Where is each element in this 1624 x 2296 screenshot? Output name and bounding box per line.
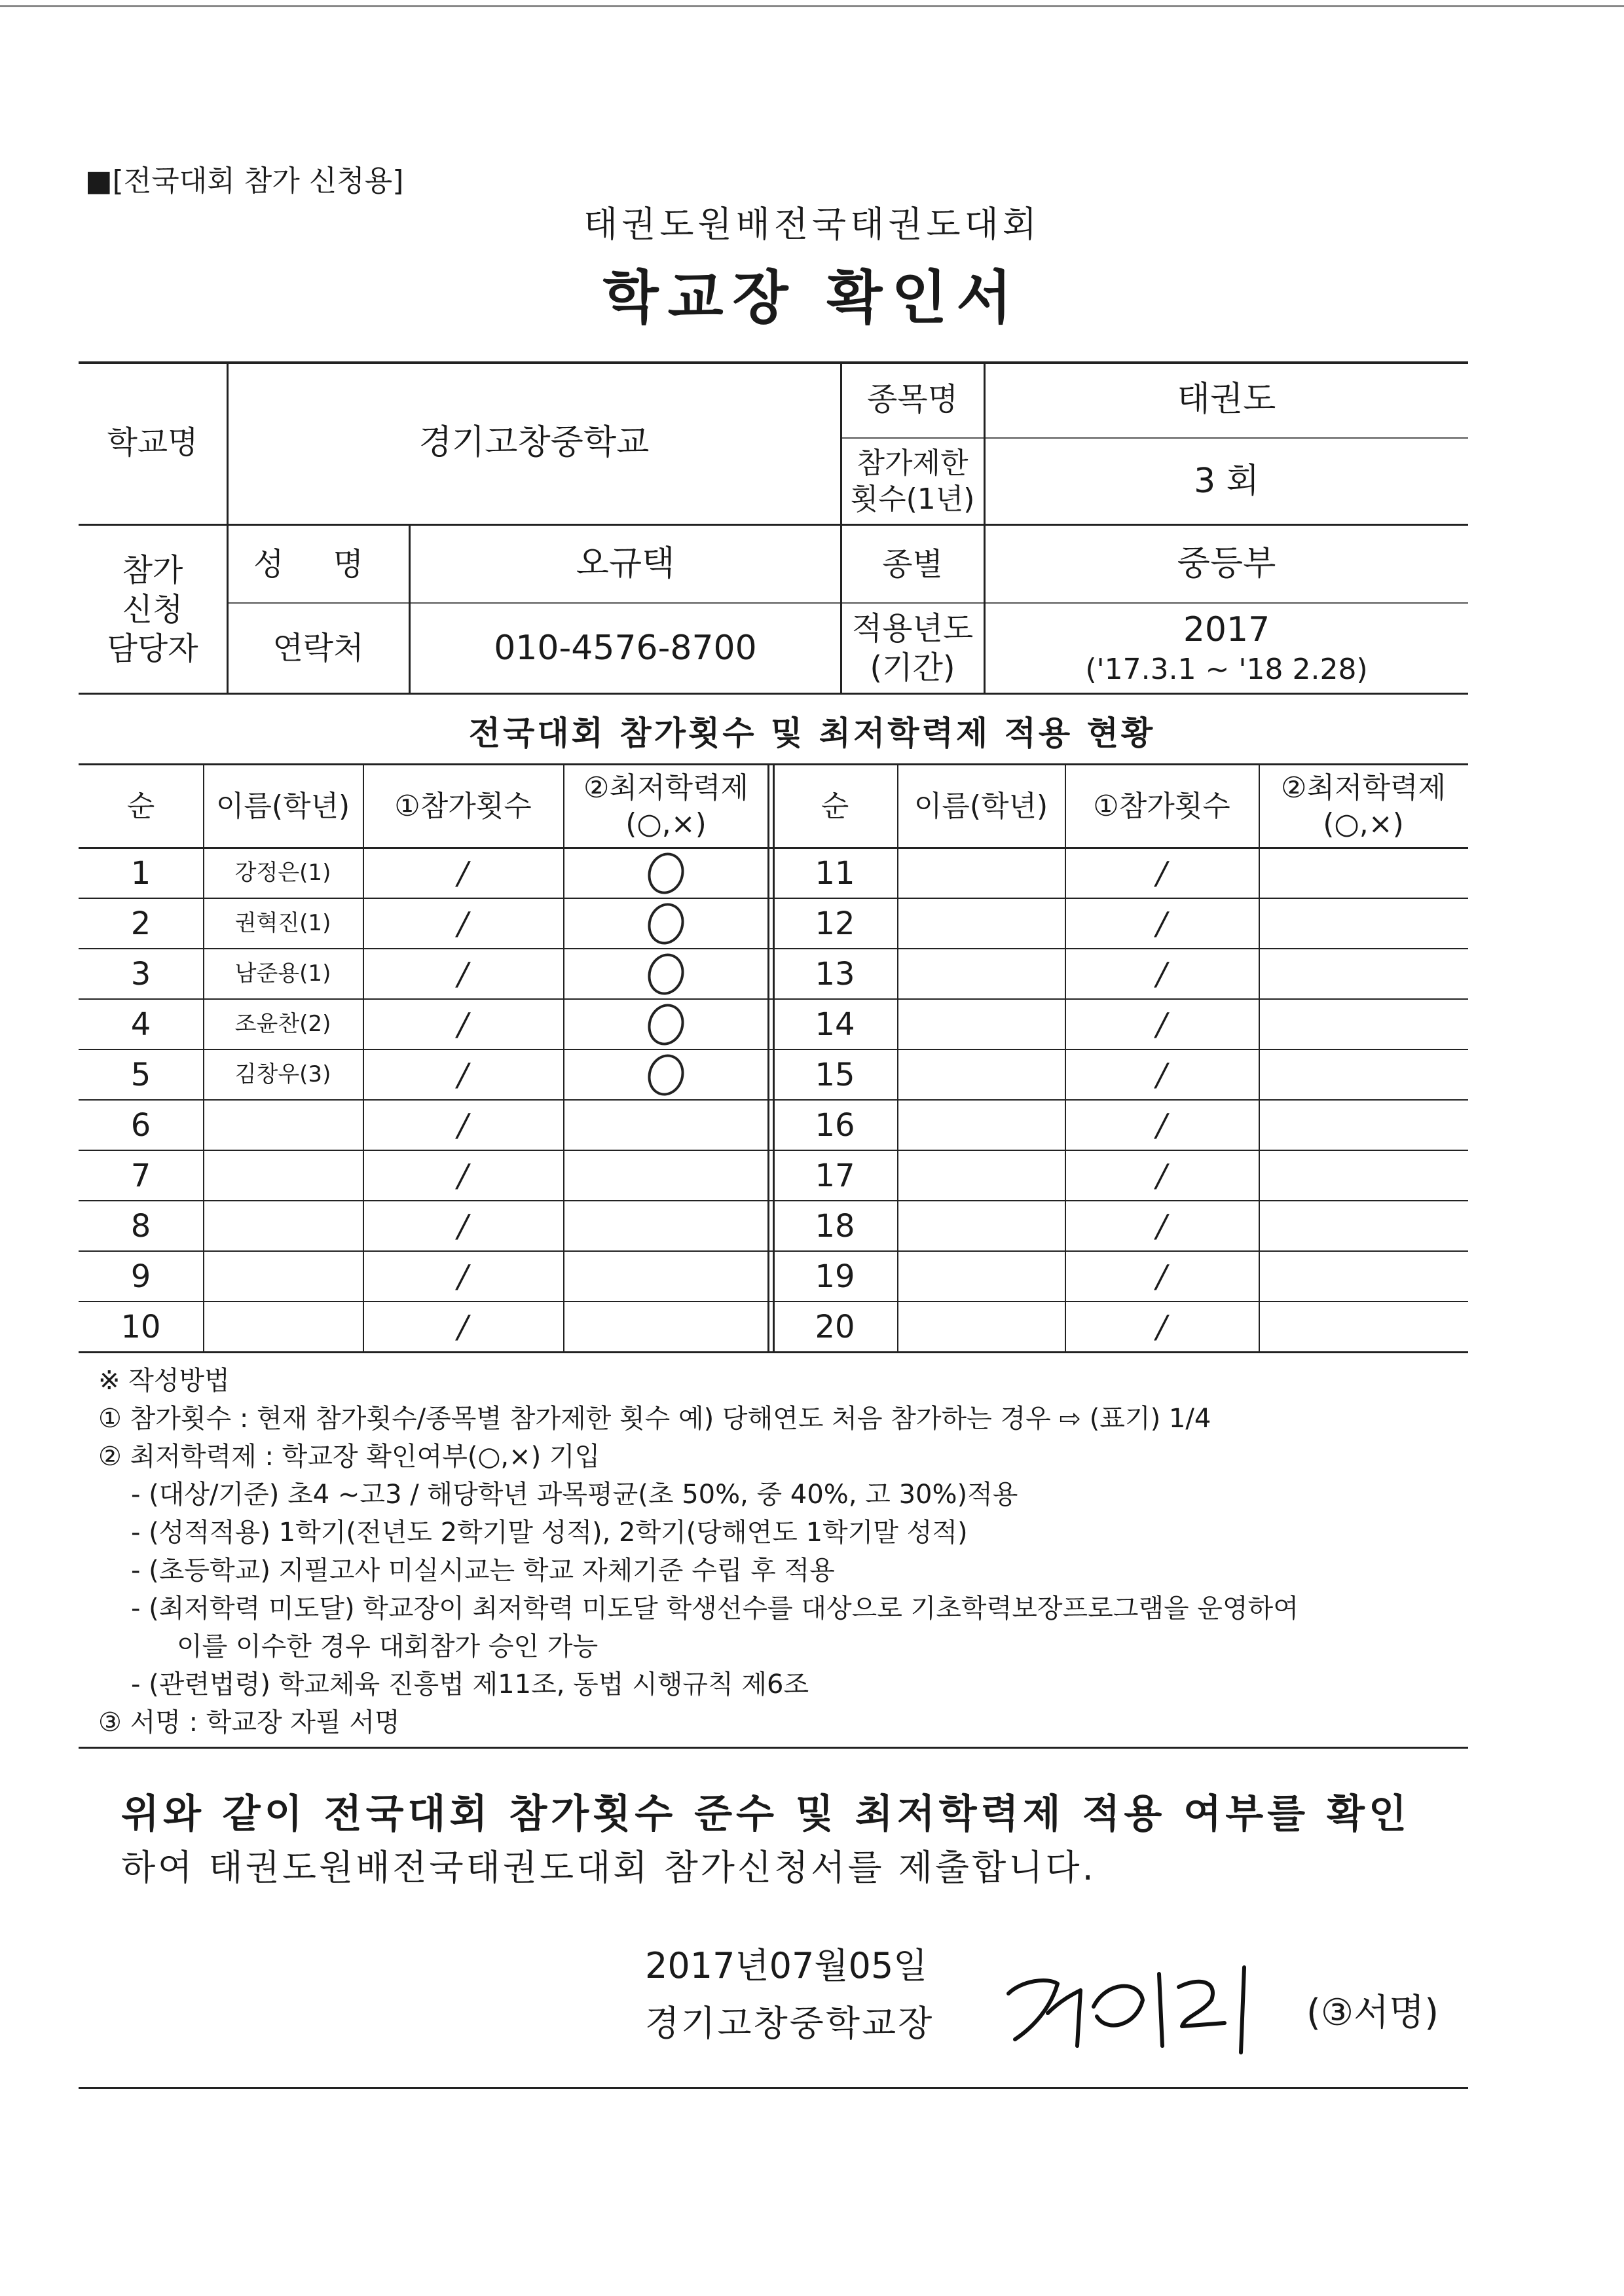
confirmation-line-2: 하여 태권도원배전국태권도대회 참가신청서를 제출합니다.	[121, 1847, 1096, 1888]
note-2d: - (최저학력 미도달) 학교장이 최저학력 미도달 학생선수를 대상으로 기초학력보장프로그램을 운영하여	[131, 1594, 1299, 1624]
row-count: /	[457, 1258, 469, 1295]
row-count: /	[457, 1006, 469, 1043]
row-count: /	[1156, 1258, 1168, 1295]
row-count: /	[1156, 854, 1168, 892]
school-value: 경기고창중학교	[418, 422, 650, 462]
handwritten-circle-mark	[642, 999, 689, 1050]
note-2c: - (초등학교) 지필고사 미실시교는 학교 자체기준 수립 후 적용	[131, 1556, 835, 1586]
note-2: ② 최저학력제 : 학교장 확인여부(○,×) 기입	[98, 1442, 600, 1472]
row-count: /	[1156, 905, 1168, 942]
row-number: 6	[130, 1106, 151, 1144]
row-number: 17	[815, 1157, 855, 1194]
row-min-academic	[563, 899, 769, 948]
row-count: /	[1156, 1106, 1168, 1144]
row-name: 조윤찬(2)	[234, 1011, 331, 1038]
notes-divider	[79, 1747, 1468, 1749]
contact-value: 010-4576-8700	[494, 628, 757, 668]
row-min-academic	[1259, 1252, 1468, 1301]
row-name	[897, 1101, 1065, 1150]
row-min-academic	[563, 848, 769, 898]
row-name	[203, 1252, 363, 1301]
row-number: 12	[815, 905, 855, 942]
page-title: 학교장 확인서	[602, 264, 1022, 331]
signing-date: 2017년07월05일	[645, 1945, 928, 1986]
row-number: 3	[130, 955, 151, 993]
row-name	[203, 1151, 363, 1200]
row-min-academic	[563, 1050, 769, 1099]
row-min-academic	[1259, 1201, 1468, 1250]
row-min-academic	[1259, 1000, 1468, 1049]
header-name: 이름(학년)	[215, 789, 350, 823]
row-name: 남준용(1)	[234, 960, 331, 987]
header-name-right: 이름(학년)	[913, 789, 1048, 823]
row-min-academic	[563, 1302, 769, 1351]
row-min-academic	[563, 1151, 769, 1200]
row-number: 8	[130, 1207, 151, 1245]
confirmation-statement	[121, 1787, 1496, 1895]
row-name	[897, 848, 1065, 898]
row-number: 4	[130, 1006, 151, 1043]
notes-heading: ※ 작성방법	[98, 1366, 230, 1396]
row-count: /	[457, 854, 469, 892]
name-label: 성 명	[253, 545, 383, 583]
row-count: /	[457, 905, 469, 942]
row-number: 11	[815, 854, 855, 892]
note-2e: - (관련법령) 학교체육 진흥법 제11조, 동법 시행규칙 제6조	[131, 1669, 809, 1700]
row-count: /	[457, 1308, 469, 1345]
year-label: 적용년도 (기간)	[851, 610, 974, 686]
row-count: /	[1156, 1006, 1168, 1043]
row-number: 1	[130, 854, 151, 892]
row-number: 7	[130, 1157, 151, 1194]
row-count: /	[457, 1157, 469, 1194]
row-number: 5	[130, 1056, 151, 1093]
school-label: 학교명	[107, 424, 198, 461]
row-min-academic	[1259, 848, 1468, 898]
row-number: 14	[815, 1006, 855, 1043]
row-count: /	[457, 1106, 469, 1144]
row-name	[897, 949, 1065, 998]
row-min-academic	[1259, 1151, 1468, 1200]
row-name	[897, 1201, 1065, 1250]
row-name	[897, 1151, 1065, 1200]
handwritten-circle-mark	[642, 898, 689, 949]
handwritten-circle-mark	[642, 1049, 689, 1101]
signature-note: (③서명)	[1306, 1992, 1439, 2034]
bottom-divider	[79, 2087, 1468, 2089]
row-name	[203, 1101, 363, 1150]
row-name	[897, 1302, 1065, 1351]
contact-label: 연락처	[272, 630, 364, 666]
header-no: 순	[126, 789, 155, 823]
limit-value: 3 회	[1194, 461, 1259, 501]
row-number: 20	[815, 1308, 855, 1345]
row-number: 10	[120, 1308, 161, 1345]
row-name	[897, 899, 1065, 948]
row-count: /	[457, 955, 469, 993]
note-2d-cont: 이를 이수한 경우 대회참가 승인 가능	[177, 1631, 599, 1662]
applicant-label: 참가 신청 담당자	[107, 551, 198, 667]
row-name: 권혁진(1)	[234, 910, 331, 937]
row-number: 16	[815, 1106, 855, 1144]
year-value: 2017	[1183, 610, 1270, 649]
row-min-academic	[1259, 949, 1468, 998]
row-min-academic	[563, 1201, 769, 1250]
writing-instructions	[98, 1362, 1473, 1741]
header-no-right: 순	[821, 789, 849, 823]
row-min-academic	[1259, 1050, 1468, 1099]
row-count: /	[1156, 955, 1168, 993]
row-min-academic	[563, 949, 769, 998]
principal-title: 경기고창중학교장	[645, 2003, 934, 2044]
row-number: 2	[130, 905, 151, 942]
header-count: ①참가횟수	[394, 789, 532, 823]
note-3: ③ 서명 : 학교장 자필 서명	[98, 1707, 400, 1738]
event-label: 종목명	[866, 381, 959, 418]
row-min-academic	[1259, 899, 1468, 948]
row-count: /	[1156, 1308, 1168, 1345]
period-value: ('17.3.1 ~ '18 2.28)	[1085, 653, 1368, 686]
row-min-academic	[1259, 1302, 1468, 1351]
year-cell	[985, 604, 1468, 693]
handwritten-circle-mark	[642, 848, 689, 899]
status-title: 전국대회 참가횟수 및 최저학력제 적용 현황	[468, 714, 1156, 752]
confirmation-line-1: 위와 같이 전국대회 참가횟수 준수 및 최저학력제 적용 여부를 확인	[121, 1791, 1411, 1837]
row-number: 13	[815, 955, 855, 993]
row-number: 18	[815, 1207, 855, 1245]
row-name	[203, 1201, 363, 1250]
row-name	[897, 1000, 1065, 1049]
row-min-academic	[1259, 1101, 1468, 1150]
event-value: 태권도	[1177, 379, 1276, 419]
row-name: 김창우(3)	[234, 1061, 331, 1088]
row-number: 15	[815, 1056, 855, 1093]
event-subtitle: 태권도원배전국태권도대회	[583, 204, 1041, 245]
row-count: /	[457, 1056, 469, 1093]
note-2b: - (성적적용) 1학기(전년도 2학기말 성적), 2학기(당해연도 1학기말 성적)	[131, 1518, 968, 1548]
note-1: ① 참가횟수 : 현재 참가횟수/종목별 참가제한 횟수 예) 당해연도 처음 참가하는 경우 ⇨ (표기) 1/4	[98, 1404, 1211, 1434]
row-min-academic	[563, 1252, 769, 1301]
row-name	[203, 1302, 363, 1351]
handwritten-signature	[995, 1954, 1283, 2059]
name-value: 오규택	[576, 544, 675, 583]
row-count: /	[1156, 1157, 1168, 1194]
top-border	[0, 5, 1624, 7]
row-min-academic	[563, 1000, 769, 1049]
header-min-academic: ②최저학력제 (○,×)	[583, 771, 748, 841]
section-label: ■[전국대회 참가 신청용]	[85, 164, 404, 198]
row-count: /	[1156, 1207, 1168, 1245]
category-value: 중등부	[1177, 544, 1276, 583]
row-count: /	[457, 1207, 469, 1245]
row-name	[897, 1050, 1065, 1099]
row-count: /	[1156, 1056, 1168, 1093]
row-name	[897, 1252, 1065, 1301]
header-count-right: ①참가횟수	[1093, 789, 1230, 823]
note-2a: - (대상/기준) 초4 ~고3 / 해당학년 과목평균(초 50%, 중 40%, 고 30%)적용	[131, 1480, 1018, 1510]
row-name: 강정은(1)	[234, 860, 331, 886]
category-label: 종별	[882, 545, 943, 583]
handwritten-circle-mark	[642, 949, 689, 1000]
limit-label: 참가제한 횟수(1년)	[850, 446, 975, 516]
row-min-academic	[563, 1101, 769, 1150]
row-number: 19	[815, 1258, 855, 1295]
header-min-academic-right: ②최저학력제 (○,×)	[1281, 771, 1446, 841]
row-number: 9	[130, 1258, 151, 1295]
